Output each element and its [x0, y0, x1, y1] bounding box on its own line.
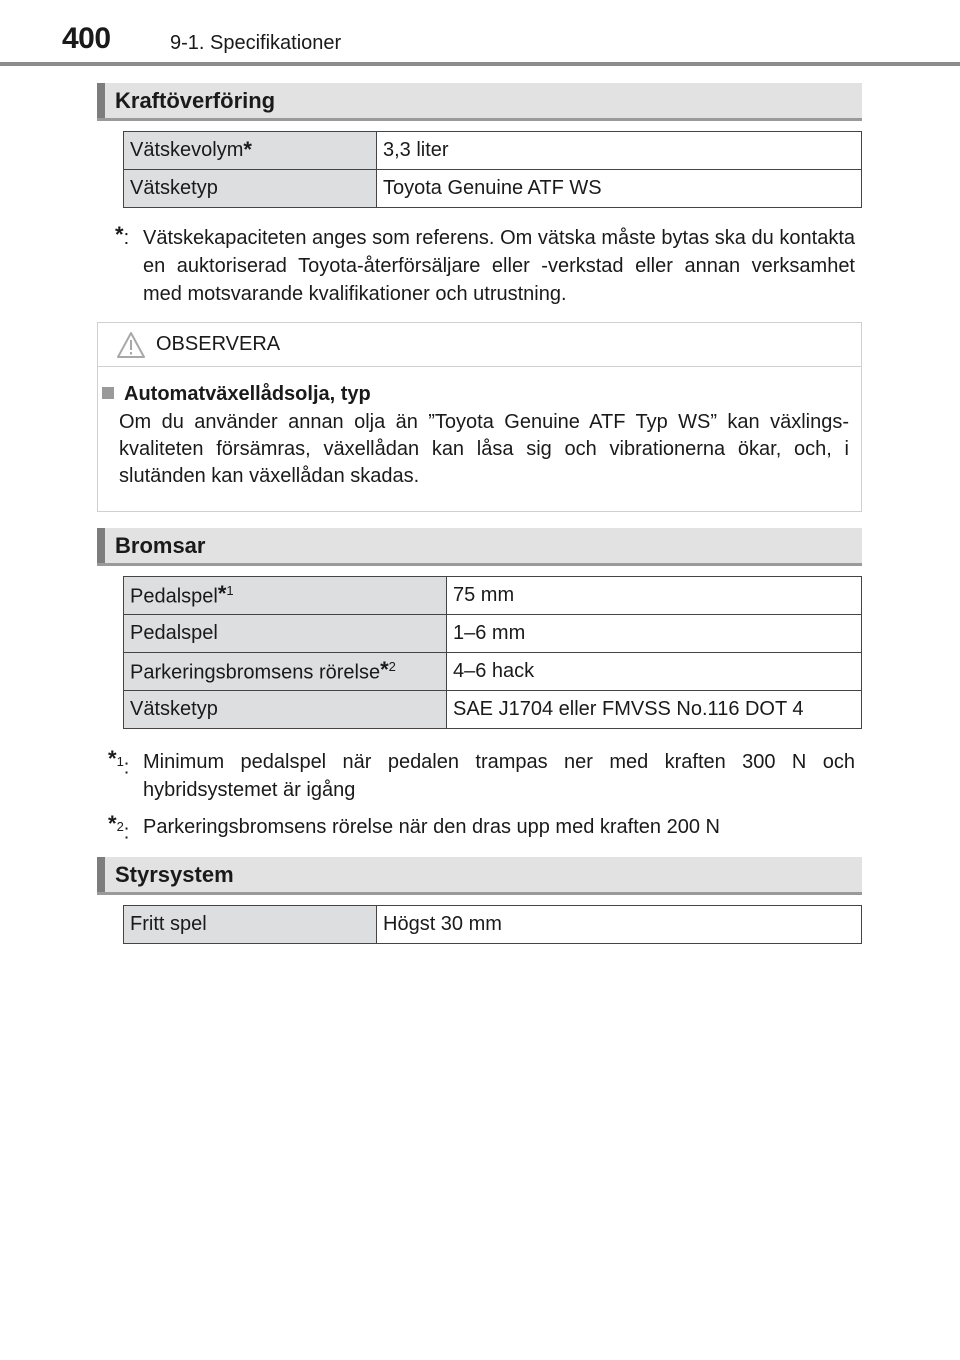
spec-key: Vätsketyp	[124, 691, 447, 729]
section-title: Styrsystem	[115, 862, 234, 887]
spec-key: Parkeringsbromsens rörelse*$^2$	[124, 653, 447, 691]
spec-value: 4–6 hack	[447, 653, 862, 691]
brakes-table	[123, 576, 862, 729]
section-header-steering	[97, 857, 862, 895]
brakes-footnote-1: *$^1$: Minimum pedalspel när pedalen trampas ner med kraften 300 N och hybridsystemet är igång	[108, 748, 855, 804]
brakes-footnote-2: *$^2$: Parkeringsbromsens rörelse när den dras upp med kraften 200 N	[108, 813, 855, 841]
spec-value: Högst 30 mm	[377, 906, 862, 944]
spec-value: 1–6 mm	[447, 615, 862, 653]
steering-table	[123, 905, 862, 944]
warning-triangle-icon	[116, 331, 146, 359]
running-title: 9-1. Specifikationer	[170, 32, 342, 54]
spec-value: 75 mm	[447, 577, 862, 615]
page-number: 400	[62, 22, 111, 55]
spec-key: Vätsketyp	[124, 170, 377, 208]
section-title: Bromsar	[115, 533, 206, 558]
footnote-text: Vätskekapaciteten anges som referens. Om vätska måste bytas ska du kontakta en auktoriserad Toyota-återförsäljare eller -verkstad eller annan verksamhet med motsvarande kvalifikationer och utrustning.	[143, 227, 855, 305]
section-title: Kraftöverföring	[115, 88, 276, 113]
spec-value: 3,3 liter	[377, 132, 862, 170]
spec-value: SAE J1704 eller FMVSS No.116 DOT 4	[447, 691, 862, 729]
spec-key: Pedalspel*$^1$	[124, 577, 447, 615]
table-row	[124, 170, 862, 208]
spec-value: Toyota Genuine ATF WS	[377, 170, 862, 208]
table-row	[124, 577, 862, 615]
footnote-text: Parkeringsbromsens rörelse när den dras upp med kraften 200 N	[143, 816, 720, 838]
transmission-footnote: *: Vätskekapaciteten anges som referens. Om vätska måste bytas ska du kontakta en auktoriserad Toyota-återförsäljare eller -verkstad eller annan verksamhet med motsvarande kvalifikationer och utrustning.	[115, 224, 855, 308]
spec-key: Fritt spel	[124, 906, 377, 944]
notice-header	[98, 323, 861, 367]
header-rule	[0, 62, 960, 66]
footnote-mark: *	[115, 222, 124, 247]
section-accent	[97, 83, 105, 118]
page-header	[0, 0, 960, 66]
table-row	[124, 691, 862, 729]
notice-text: Om du använder annan olja än ”Toyota Genuine ATF Typ WS” kan växlings-kvaliteten försämras, växellådan kan låsa sig och vibrationerna ökar, och, i slutänden kan växellådan skadas.	[119, 411, 849, 487]
table-row	[124, 906, 862, 944]
notice-subtitle: Automatväxellådsolja, typ	[124, 383, 371, 405]
table-row	[124, 615, 862, 653]
section-accent	[97, 857, 105, 892]
table-row	[124, 132, 862, 170]
table-row	[124, 653, 862, 691]
spec-key: Pedalspel	[124, 615, 447, 653]
footnote-mark: *	[108, 746, 117, 771]
transmission-table	[123, 131, 862, 208]
square-bullet-icon	[102, 387, 114, 399]
footnote-mark: *	[108, 811, 117, 836]
section-header-brakes	[97, 528, 862, 566]
spec-key: Vätskevolym*	[124, 132, 377, 170]
notice-title: OBSERVERA	[156, 333, 281, 355]
section-accent	[97, 528, 105, 563]
section-header-transmission	[97, 83, 862, 121]
footnote-text: Minimum pedalspel när pedalen trampas ner med kraften 300 N och hybridsystemet är igång	[143, 751, 855, 801]
notice-box	[97, 322, 862, 512]
